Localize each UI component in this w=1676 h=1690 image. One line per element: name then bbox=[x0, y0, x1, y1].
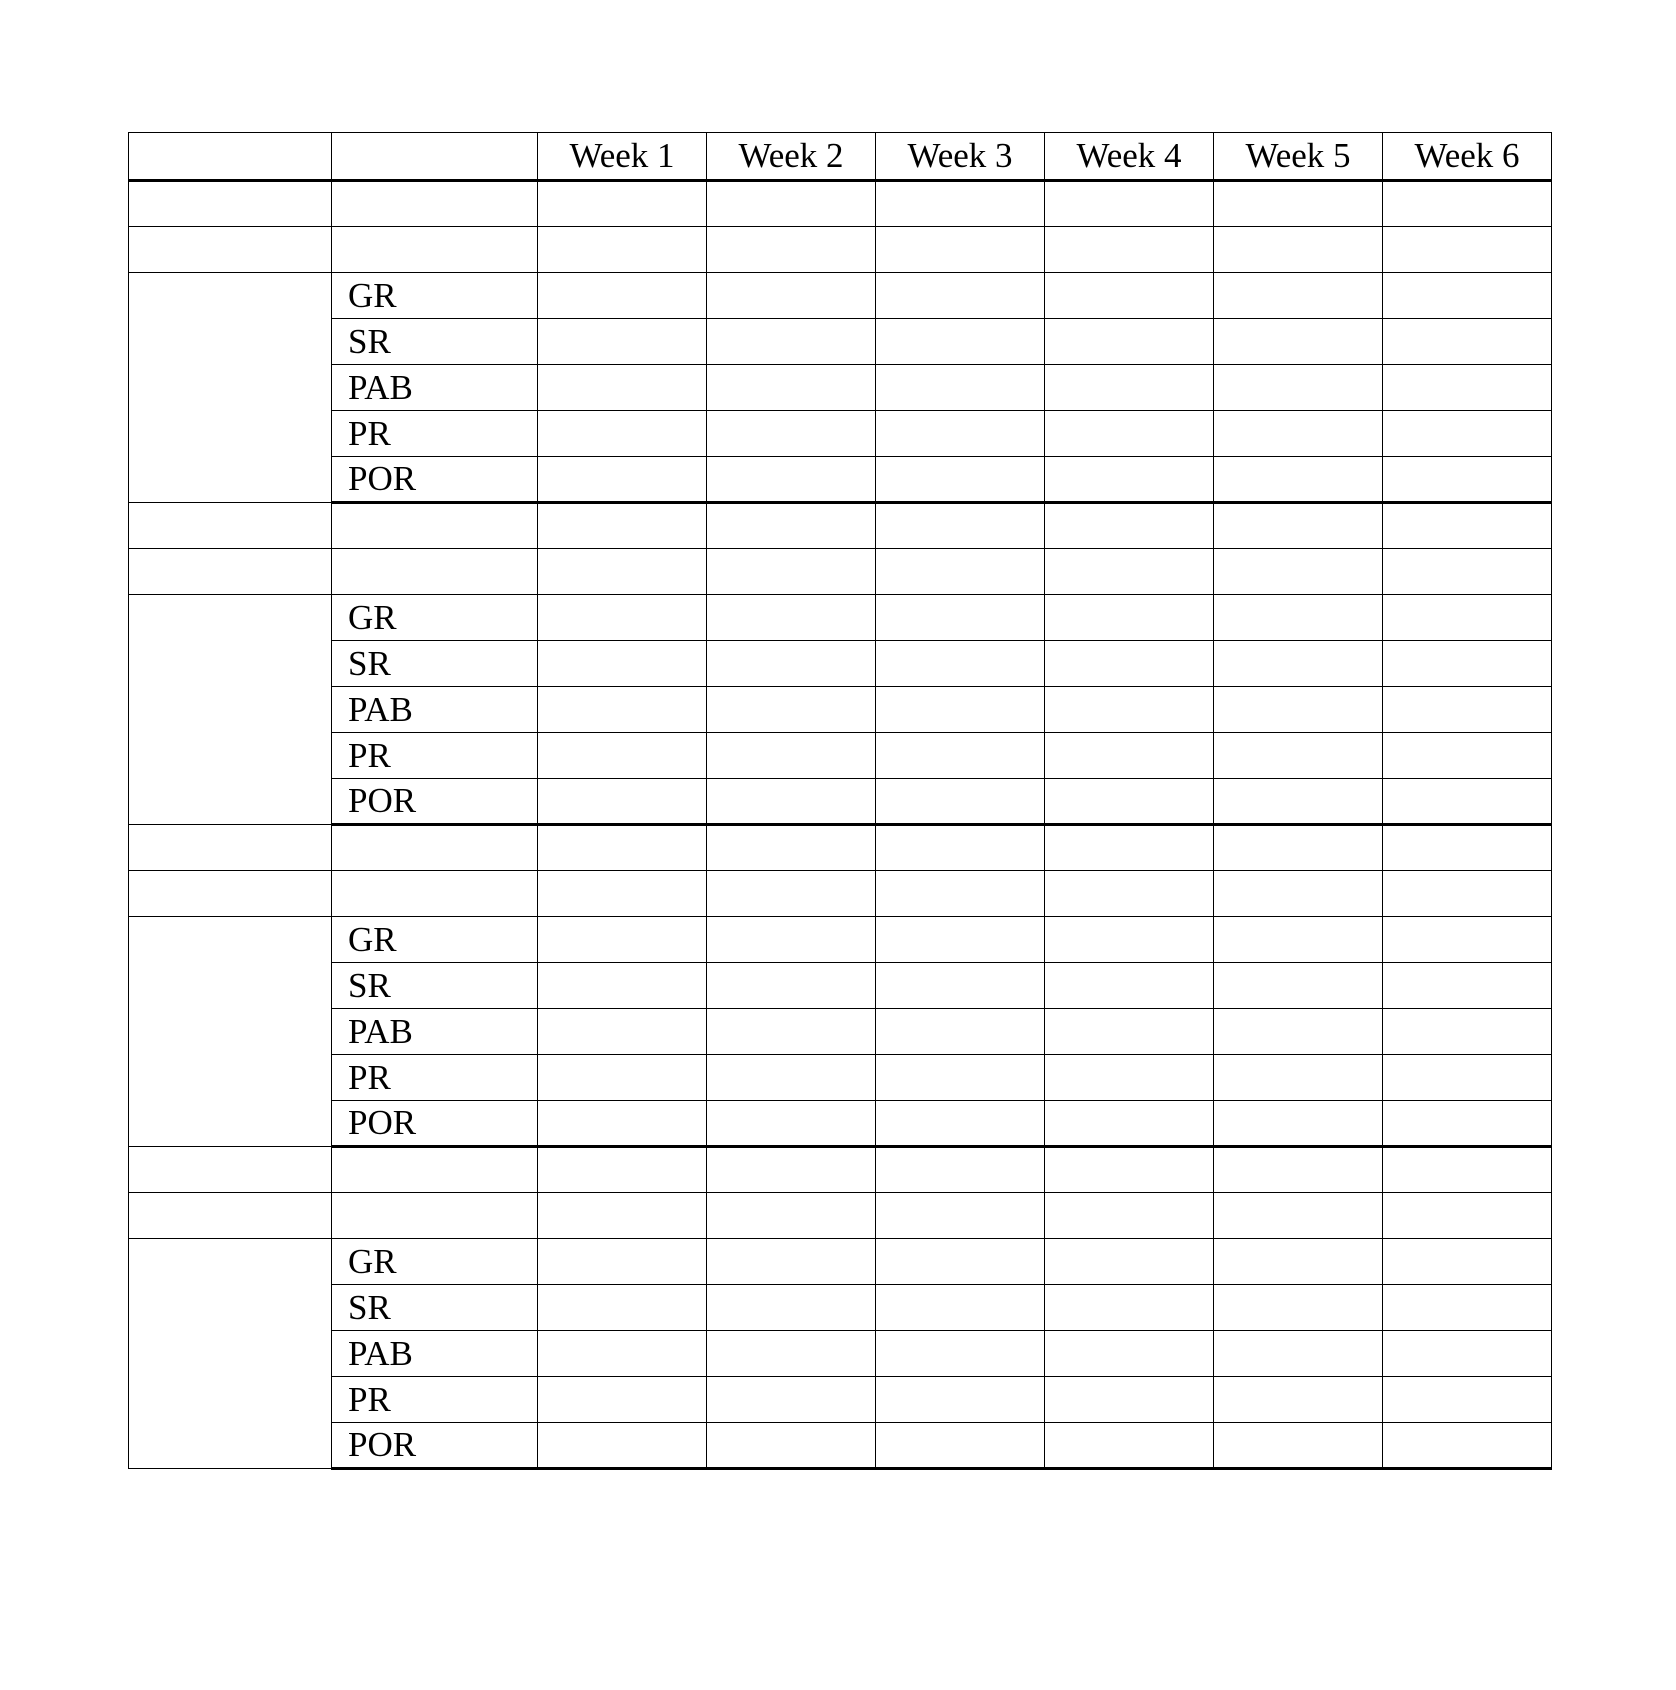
week-entry-cell[interactable] bbox=[1214, 1423, 1383, 1469]
week-entry-cell[interactable] bbox=[1214, 1377, 1383, 1423]
week-entry-cell[interactable] bbox=[876, 595, 1045, 641]
week-entry-cell[interactable] bbox=[538, 1101, 707, 1147]
week-entry-cell[interactable] bbox=[1045, 963, 1214, 1009]
week-entry-cell[interactable] bbox=[707, 917, 876, 963]
week-entry-cell[interactable] bbox=[538, 411, 707, 457]
week-entry-cell[interactable] bbox=[538, 733, 707, 779]
week-entry-cell[interactable] bbox=[1214, 595, 1383, 641]
week-entry-cell[interactable] bbox=[1045, 457, 1214, 503]
week-entry-cell[interactable] bbox=[1045, 779, 1214, 825]
week-entry-cell[interactable] bbox=[538, 1193, 707, 1239]
metric-row bbox=[129, 365, 1552, 411]
week-entry-cell[interactable] bbox=[1045, 1101, 1214, 1147]
weekly-tracking-table bbox=[128, 132, 1552, 1470]
week-entry-cell[interactable] bbox=[707, 319, 876, 365]
week-entry-cell[interactable] bbox=[538, 1423, 707, 1469]
week-entry-cell[interactable] bbox=[707, 1377, 876, 1423]
week-entry-cell[interactable] bbox=[1383, 1331, 1552, 1377]
week-entry-cell[interactable] bbox=[538, 779, 707, 825]
metric-row bbox=[129, 1377, 1552, 1423]
week-entry-cell[interactable] bbox=[1383, 963, 1552, 1009]
metric-row bbox=[129, 641, 1552, 687]
week-entry-cell[interactable] bbox=[707, 273, 876, 319]
week-entry-cell[interactable] bbox=[876, 411, 1045, 457]
metric-label: GR bbox=[332, 595, 538, 641]
week-entry-cell[interactable] bbox=[707, 503, 876, 549]
week-entry-cell[interactable] bbox=[1214, 917, 1383, 963]
metric-label: GR bbox=[332, 1239, 538, 1285]
week-entry-cell[interactable] bbox=[1045, 411, 1214, 457]
week-entry-cell[interactable] bbox=[538, 641, 707, 687]
metric-row bbox=[129, 1331, 1552, 1377]
entry-cell[interactable] bbox=[129, 503, 332, 549]
metric-label: POR bbox=[332, 1101, 538, 1147]
header-row bbox=[129, 133, 1552, 181]
week-entry-cell[interactable] bbox=[1045, 365, 1214, 411]
week-header: Week 2 bbox=[707, 133, 876, 181]
entry-cell[interactable] bbox=[332, 1193, 538, 1239]
week-entry-cell[interactable] bbox=[538, 181, 707, 227]
group-label-cell[interactable] bbox=[129, 273, 332, 503]
week-entry-cell[interactable] bbox=[707, 687, 876, 733]
metric-label: SR bbox=[332, 641, 538, 687]
week-entry-cell[interactable] bbox=[707, 1285, 876, 1331]
week-entry-cell[interactable] bbox=[1214, 779, 1383, 825]
week-entry-cell[interactable] bbox=[1383, 1147, 1552, 1193]
metric-label: PR bbox=[332, 411, 538, 457]
week-entry-cell[interactable] bbox=[1045, 549, 1214, 595]
week-entry-cell[interactable] bbox=[1045, 1009, 1214, 1055]
week-entry-cell[interactable] bbox=[1383, 733, 1552, 779]
blank-row bbox=[129, 181, 1552, 227]
week-entry-cell[interactable] bbox=[876, 871, 1045, 917]
blank-row bbox=[129, 825, 1552, 871]
metric-row bbox=[129, 411, 1552, 457]
metric-row bbox=[129, 779, 1552, 825]
group-label-cell[interactable] bbox=[129, 595, 332, 825]
week-entry-cell[interactable] bbox=[538, 1377, 707, 1423]
metric-row bbox=[129, 1423, 1552, 1469]
week-entry-cell[interactable] bbox=[707, 1423, 876, 1469]
week-entry-cell[interactable] bbox=[1383, 319, 1552, 365]
week-entry-cell[interactable] bbox=[1045, 825, 1214, 871]
week-entry-cell[interactable] bbox=[1214, 963, 1383, 1009]
metric-label: GR bbox=[332, 917, 538, 963]
week-entry-cell[interactable] bbox=[1383, 825, 1552, 871]
week-entry-cell[interactable] bbox=[876, 1055, 1045, 1101]
week-entry-cell[interactable] bbox=[876, 181, 1045, 227]
entry-cell[interactable] bbox=[332, 825, 538, 871]
metric-label: POR bbox=[332, 779, 538, 825]
header-corner-cell[interactable] bbox=[129, 133, 332, 181]
week-entry-cell[interactable] bbox=[538, 273, 707, 319]
week-entry-cell[interactable] bbox=[1214, 733, 1383, 779]
week-entry-cell[interactable] bbox=[876, 733, 1045, 779]
week-entry-cell[interactable] bbox=[876, 687, 1045, 733]
week-entry-cell[interactable] bbox=[1383, 1193, 1552, 1239]
week-entry-cell[interactable] bbox=[876, 779, 1045, 825]
metric-label: SR bbox=[332, 963, 538, 1009]
entry-cell[interactable] bbox=[332, 871, 538, 917]
week-entry-cell[interactable] bbox=[876, 365, 1045, 411]
week-entry-cell[interactable] bbox=[1383, 1239, 1552, 1285]
header-label-cell[interactable] bbox=[332, 133, 538, 181]
week-entry-cell[interactable] bbox=[538, 503, 707, 549]
week-entry-cell[interactable] bbox=[1214, 687, 1383, 733]
week-entry-cell[interactable] bbox=[1383, 457, 1552, 503]
metric-row bbox=[129, 1009, 1552, 1055]
blank-row bbox=[129, 1193, 1552, 1239]
entry-cell[interactable] bbox=[129, 1193, 332, 1239]
week-entry-cell[interactable] bbox=[538, 549, 707, 595]
week-entry-cell[interactable] bbox=[1214, 1193, 1383, 1239]
week-entry-cell[interactable] bbox=[1383, 1101, 1552, 1147]
week-entry-cell[interactable] bbox=[1045, 503, 1214, 549]
metric-label: SR bbox=[332, 319, 538, 365]
week-entry-cell[interactable] bbox=[1383, 273, 1552, 319]
week-entry-cell[interactable] bbox=[1045, 1331, 1214, 1377]
week-entry-cell[interactable] bbox=[1383, 181, 1552, 227]
week-entry-cell[interactable] bbox=[1383, 1055, 1552, 1101]
week-entry-cell[interactable] bbox=[1383, 871, 1552, 917]
week-entry-cell[interactable] bbox=[707, 411, 876, 457]
week-entry-cell[interactable] bbox=[707, 227, 876, 273]
week-entry-cell[interactable] bbox=[707, 1101, 876, 1147]
week-entry-cell[interactable] bbox=[876, 1147, 1045, 1193]
week-entry-cell[interactable] bbox=[1045, 595, 1214, 641]
week-entry-cell[interactable] bbox=[707, 825, 876, 871]
week-entry-cell[interactable] bbox=[538, 917, 707, 963]
week-entry-cell[interactable] bbox=[876, 273, 1045, 319]
week-entry-cell[interactable] bbox=[1214, 273, 1383, 319]
week-entry-cell[interactable] bbox=[707, 733, 876, 779]
week-entry-cell[interactable] bbox=[707, 1147, 876, 1193]
week-entry-cell[interactable] bbox=[1045, 319, 1214, 365]
week-entry-cell[interactable] bbox=[1383, 1423, 1552, 1469]
week-entry-cell[interactable] bbox=[538, 1009, 707, 1055]
week-entry-cell[interactable] bbox=[1383, 595, 1552, 641]
week-entry-cell[interactable] bbox=[1383, 917, 1552, 963]
week-entry-cell[interactable] bbox=[876, 917, 1045, 963]
entry-cell[interactable] bbox=[129, 181, 332, 227]
week-entry-cell[interactable] bbox=[538, 1331, 707, 1377]
week-entry-cell[interactable] bbox=[876, 1377, 1045, 1423]
metric-row bbox=[129, 1239, 1552, 1285]
week-entry-cell[interactable] bbox=[1383, 641, 1552, 687]
week-entry-cell[interactable] bbox=[1214, 825, 1383, 871]
week-entry-cell[interactable] bbox=[1045, 917, 1214, 963]
metric-label: PAB bbox=[332, 687, 538, 733]
week-entry-cell[interactable] bbox=[707, 1009, 876, 1055]
blank-row bbox=[129, 871, 1552, 917]
week-header: Week 5 bbox=[1214, 133, 1383, 181]
week-entry-cell[interactable] bbox=[1383, 1377, 1552, 1423]
week-entry-cell[interactable] bbox=[1214, 1147, 1383, 1193]
week-entry-cell[interactable] bbox=[876, 1101, 1045, 1147]
week-entry-cell[interactable] bbox=[876, 503, 1045, 549]
week-entry-cell[interactable] bbox=[1214, 319, 1383, 365]
week-entry-cell[interactable] bbox=[707, 779, 876, 825]
week-entry-cell[interactable] bbox=[876, 549, 1045, 595]
group-label-cell[interactable] bbox=[129, 1239, 332, 1469]
week-entry-cell[interactable] bbox=[1383, 1009, 1552, 1055]
group-label-cell[interactable] bbox=[129, 917, 332, 1147]
week-entry-cell[interactable] bbox=[876, 1331, 1045, 1377]
entry-cell[interactable] bbox=[332, 181, 538, 227]
week-entry-cell[interactable] bbox=[876, 319, 1045, 365]
week-entry-cell[interactable] bbox=[1214, 181, 1383, 227]
entry-cell[interactable] bbox=[332, 1147, 538, 1193]
week-entry-cell[interactable] bbox=[876, 1193, 1045, 1239]
metric-label: PAB bbox=[332, 1331, 538, 1377]
week-entry-cell[interactable] bbox=[876, 963, 1045, 1009]
week-entry-cell[interactable] bbox=[1383, 1285, 1552, 1331]
week-entry-cell[interactable] bbox=[876, 1009, 1045, 1055]
week-entry-cell[interactable] bbox=[538, 871, 707, 917]
week-entry-cell[interactable] bbox=[876, 1285, 1045, 1331]
entry-cell[interactable] bbox=[332, 227, 538, 273]
week-entry-cell[interactable] bbox=[1383, 227, 1552, 273]
blank-row bbox=[129, 503, 1552, 549]
metric-row bbox=[129, 595, 1552, 641]
week-entry-cell[interactable] bbox=[1214, 227, 1383, 273]
week-entry-cell[interactable] bbox=[1214, 365, 1383, 411]
week-entry-cell[interactable] bbox=[707, 1055, 876, 1101]
week-entry-cell[interactable] bbox=[707, 641, 876, 687]
week-entry-cell[interactable] bbox=[538, 687, 707, 733]
week-entry-cell[interactable] bbox=[707, 549, 876, 595]
week-entry-cell[interactable] bbox=[1214, 457, 1383, 503]
week-entry-cell[interactable] bbox=[707, 871, 876, 917]
table-body bbox=[129, 133, 1552, 1469]
week-entry-cell[interactable] bbox=[1214, 1055, 1383, 1101]
metric-label: PAB bbox=[332, 365, 538, 411]
metric-label: PR bbox=[332, 1377, 538, 1423]
entry-cell[interactable] bbox=[129, 227, 332, 273]
week-header: Week 1 bbox=[538, 133, 707, 181]
metric-row bbox=[129, 1101, 1552, 1147]
week-entry-cell[interactable] bbox=[707, 595, 876, 641]
metric-label: POR bbox=[332, 457, 538, 503]
week-entry-cell[interactable] bbox=[538, 457, 707, 503]
week-entry-cell[interactable] bbox=[1214, 1009, 1383, 1055]
metric-row bbox=[129, 457, 1552, 503]
week-entry-cell[interactable] bbox=[707, 365, 876, 411]
metric-label: PR bbox=[332, 1055, 538, 1101]
week-entry-cell[interactable] bbox=[1383, 411, 1552, 457]
week-entry-cell[interactable] bbox=[1383, 503, 1552, 549]
week-entry-cell[interactable] bbox=[1045, 273, 1214, 319]
week-entry-cell[interactable] bbox=[876, 641, 1045, 687]
week-entry-cell[interactable] bbox=[707, 1331, 876, 1377]
metric-label: SR bbox=[332, 1285, 538, 1331]
blank-row bbox=[129, 227, 1552, 273]
week-entry-cell[interactable] bbox=[1383, 365, 1552, 411]
week-entry-cell[interactable] bbox=[1045, 733, 1214, 779]
metric-label: GR bbox=[332, 273, 538, 319]
metric-row bbox=[129, 273, 1552, 319]
week-entry-cell[interactable] bbox=[538, 319, 707, 365]
metric-label: PAB bbox=[332, 1009, 538, 1055]
blank-row bbox=[129, 549, 1552, 595]
week-entry-cell[interactable] bbox=[538, 963, 707, 1009]
week-entry-cell[interactable] bbox=[707, 1239, 876, 1285]
metric-label: POR bbox=[332, 1423, 538, 1469]
week-entry-cell[interactable] bbox=[1214, 641, 1383, 687]
entry-cell[interactable] bbox=[129, 825, 332, 871]
entry-cell[interactable] bbox=[129, 549, 332, 595]
week-entry-cell[interactable] bbox=[1045, 1055, 1214, 1101]
week-entry-cell[interactable] bbox=[1045, 1147, 1214, 1193]
entry-cell[interactable] bbox=[332, 549, 538, 595]
blank-row bbox=[129, 1147, 1552, 1193]
week-entry-cell[interactable] bbox=[876, 457, 1045, 503]
week-entry-cell[interactable] bbox=[1045, 1423, 1214, 1469]
week-entry-cell[interactable] bbox=[876, 1423, 1045, 1469]
week-entry-cell[interactable] bbox=[538, 1239, 707, 1285]
week-entry-cell[interactable] bbox=[538, 1285, 707, 1331]
week-entry-cell[interactable] bbox=[538, 1147, 707, 1193]
week-entry-cell[interactable] bbox=[1045, 1239, 1214, 1285]
week-entry-cell[interactable] bbox=[707, 1193, 876, 1239]
metric-row bbox=[129, 917, 1552, 963]
week-entry-cell[interactable] bbox=[1045, 871, 1214, 917]
week-entry-cell[interactable] bbox=[876, 825, 1045, 871]
week-entry-cell[interactable] bbox=[538, 595, 707, 641]
week-entry-cell[interactable] bbox=[707, 181, 876, 227]
metric-row bbox=[129, 963, 1552, 1009]
week-entry-cell[interactable] bbox=[538, 825, 707, 871]
week-entry-cell[interactable] bbox=[1045, 1193, 1214, 1239]
week-entry-cell[interactable] bbox=[1045, 641, 1214, 687]
week-entry-cell[interactable] bbox=[1214, 1285, 1383, 1331]
week-entry-cell[interactable] bbox=[1383, 779, 1552, 825]
metric-row bbox=[129, 1055, 1552, 1101]
metric-row bbox=[129, 733, 1552, 779]
week-entry-cell[interactable] bbox=[707, 457, 876, 503]
week-entry-cell[interactable] bbox=[1045, 181, 1214, 227]
week-header: Week 3 bbox=[876, 133, 1045, 181]
week-header: Week 6 bbox=[1383, 133, 1552, 181]
metric-row bbox=[129, 319, 1552, 365]
entry-cell[interactable] bbox=[129, 871, 332, 917]
week-entry-cell[interactable] bbox=[1214, 871, 1383, 917]
metric-label: PR bbox=[332, 733, 538, 779]
week-entry-cell[interactable] bbox=[1214, 1331, 1383, 1377]
week-entry-cell[interactable] bbox=[1383, 549, 1552, 595]
week-entry-cell[interactable] bbox=[538, 365, 707, 411]
week-entry-cell[interactable] bbox=[876, 227, 1045, 273]
metric-row bbox=[129, 687, 1552, 733]
week-entry-cell[interactable] bbox=[876, 1239, 1045, 1285]
week-entry-cell[interactable] bbox=[1214, 503, 1383, 549]
week-entry-cell[interactable] bbox=[707, 963, 876, 1009]
week-entry-cell[interactable] bbox=[538, 1055, 707, 1101]
week-entry-cell[interactable] bbox=[1383, 687, 1552, 733]
entry-cell[interactable] bbox=[129, 1147, 332, 1193]
metric-row bbox=[129, 1285, 1552, 1331]
week-entry-cell[interactable] bbox=[1214, 549, 1383, 595]
week-entry-cell[interactable] bbox=[538, 227, 707, 273]
week-header: Week 4 bbox=[1045, 133, 1214, 181]
week-entry-cell[interactable] bbox=[1045, 1285, 1214, 1331]
week-entry-cell[interactable] bbox=[1045, 227, 1214, 273]
week-entry-cell[interactable] bbox=[1045, 687, 1214, 733]
week-entry-cell[interactable] bbox=[1214, 1101, 1383, 1147]
week-entry-cell[interactable] bbox=[1045, 1377, 1214, 1423]
week-entry-cell[interactable] bbox=[1214, 411, 1383, 457]
week-entry-cell[interactable] bbox=[1214, 1239, 1383, 1285]
entry-cell[interactable] bbox=[332, 503, 538, 549]
